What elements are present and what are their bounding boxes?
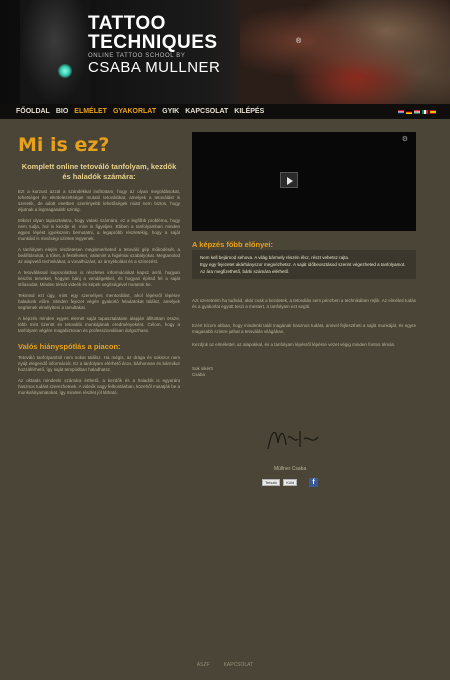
- section-subtitle: Valós hiányspótlás a piacon:: [18, 342, 121, 351]
- header-tattoo-art: [240, 0, 450, 104]
- closing-name: Csaba: [192, 372, 206, 377]
- like-button[interactable]: Tetszik: [262, 479, 280, 486]
- facebook-icon[interactable]: f: [309, 478, 318, 487]
- brand-line2: TECHNIQUES: [88, 32, 218, 53]
- lead-text: Komplett online tetováló tanfolyam, kezdők és haladók számára:: [21, 162, 177, 181]
- nav-item-gyakorlat[interactable]: GYAKORLAT: [112, 108, 157, 115]
- paragraph: Az oktatás mindenki számára érthető, a kezdők és a haladók is egyaránt hasznos tudást szerezhetnek. A videók nagy felbontásban, közelről mutatják be a munkafolyamatokat, így minden részlet jól látható.: [18, 378, 180, 395]
- gear-icon[interactable]: ⚙: [401, 136, 408, 143]
- flag-es-icon[interactable]: [430, 110, 436, 114]
- benefit-item: Az ára megfizethető, bárki számára elérhető.: [200, 269, 290, 274]
- footer-link-kapcsolat[interactable]: KAPCSOLAT: [223, 662, 254, 668]
- paragraph: Miközt olyan tapasztalatra, hogy valaki számára, ez a legfőbb probléma, hogy nem tudja, hol is kezdje el, mire is figyeljen. Ebben a tanfolyamban minden egyes lépést igyekszem bemutatni, a legapróbb részletekig, hogy a saját munkáid is minőségi szinten legyenek.: [18, 218, 180, 241]
- paragraph: Azt szeretném ha tudnád, akár csak a kezdetek, a tetoválás sem pénzben a technikában rejlik. Az elméleti tudás és a gyakorlat együtt teszi a mestert, a tanfolyam ezt segíti.: [192, 298, 416, 309]
- signature-name: Müllner Csaba: [274, 466, 307, 472]
- paragraph: Ezért bízom abban, hogy mindenki talál magának hasznos tudást, amivel fejlesztheti a saját munkáját, és egyre magasabb szintre juthat a tetoválás világában.: [192, 323, 416, 334]
- nav-item-kapcsolat[interactable]: KAPCSOLAT: [185, 108, 229, 115]
- paragraph: Kezdjük az elmélettel, az alapokkal, és a tanfolyam lépésről lépésre vezet végig minden fontos témán.: [192, 342, 396, 347]
- signature-image: [264, 423, 322, 453]
- paragraph: Tetováló tanfolyamból nem sokat találsz. Ha mégis, az drága és sokszor nem nyújt elegendő információt. Ez a tanfolyam elérhető áron, bárhonnan és bármikor hozzáférhető, így saját tempódban haladhatsz.: [18, 355, 180, 372]
- nav-item-fooldal[interactable]: FŐOLDAL: [16, 108, 50, 115]
- footer-link-aszf[interactable]: ÁSZF: [196, 662, 210, 668]
- nav-item-gyik[interactable]: GYIK: [162, 108, 180, 115]
- brand-author: CSABA MULLNER: [88, 59, 221, 76]
- nav-item-kilepes[interactable]: KILÉPÉS: [234, 108, 265, 115]
- paragraph: A tetoválással kapcsolatban is részletes információkat kapsz arról, hogyan készíts terveket, hogyan bánj a vendégekkel, és hogyan építsd fel a saját stílusodat. Minden témát videók és képek segítségével mutatok be.: [18, 270, 180, 287]
- play-button[interactable]: [280, 172, 298, 188]
- brand-logo[interactable]: [88, 13, 302, 76]
- paragraph: Ezt a kurzust azzal a szándékkal indítottam, hogy az olyan megoldásokat, tehetséget és elkötelezettséget mutató tetoválókat, amelyek a tetoválást is szeretik, de adott esetben szerényebb lehetőségek miatt nem biztos, hogy eljutnak a legmagasabb szintig.: [18, 189, 180, 212]
- paragraph: A tanfolyam elején részletesen megismerheted a tetováló gép működését, a beállításokat, a tűket, a festékeket, valamint a higiéniai szabályokat. Megtanulod az alapvető technikákat, a vonalhúzást, az árnyékolást és a színezést.: [18, 247, 180, 264]
- registered-mark: ®: [296, 38, 302, 45]
- video-player[interactable]: [192, 132, 416, 231]
- play-icon: [287, 177, 293, 185]
- main-nav: [0, 104, 450, 119]
- nav-item-elmelet[interactable]: ELMÉLET: [74, 108, 107, 115]
- flag-uk-icon[interactable]: [398, 110, 404, 114]
- closing-text: Sok sikert!: [192, 366, 214, 371]
- brand-tagline: ONLINE TATTOO SCHOOL BY: [88, 53, 186, 59]
- paragraph: Tekintsd ezt úgy, mint egy személyes mentorálást, ahol lépésről lépésre haladunk előre. Minden fejezet végén gyakorló feladatokat találsz, amelyek segítenek elmélyíteni a tanultakat.: [18, 293, 180, 310]
- footer: [0, 662, 450, 680]
- paragraph: A képzés minden egyes elemét saját tapasztalataim alapján állítottam össze, több mint tizenöt év tetoválói munkájának eredményeként. Célom, hogy a tanfolyam végére magabiztosan és professzionálisan dolgozhass.: [18, 316, 180, 333]
- send-button[interactable]: Küld: [283, 479, 297, 486]
- brand-line1: TATTOO: [88, 13, 166, 34]
- glow-orb: [58, 64, 72, 78]
- flag-hu-icon[interactable]: [414, 110, 420, 114]
- benefit-item: Egy egy fejezetet akárhányszor megnézhetsz. A saját időbeosztásod szerint végezheted a tanfolyamot.: [200, 262, 406, 267]
- language-flags: [398, 110, 436, 114]
- benefits-title: A képzés főbb előnyei:: [192, 240, 273, 249]
- benefit-item: Nem kell bejárnod sehova. A világ bármely részén élsz, részt vehetsz rajta.: [200, 255, 350, 260]
- header-portrait: [20, 0, 90, 104]
- main-content: [18, 120, 180, 401]
- flag-de-icon[interactable]: [406, 110, 412, 114]
- flag-it-icon[interactable]: [422, 110, 428, 114]
- nav-item-bio[interactable]: BIO: [55, 108, 69, 115]
- benefits-list: [192, 250, 416, 279]
- page-title: Mi is ez?: [18, 134, 110, 156]
- header-banner: [0, 0, 450, 104]
- social-buttons: [262, 479, 297, 486]
